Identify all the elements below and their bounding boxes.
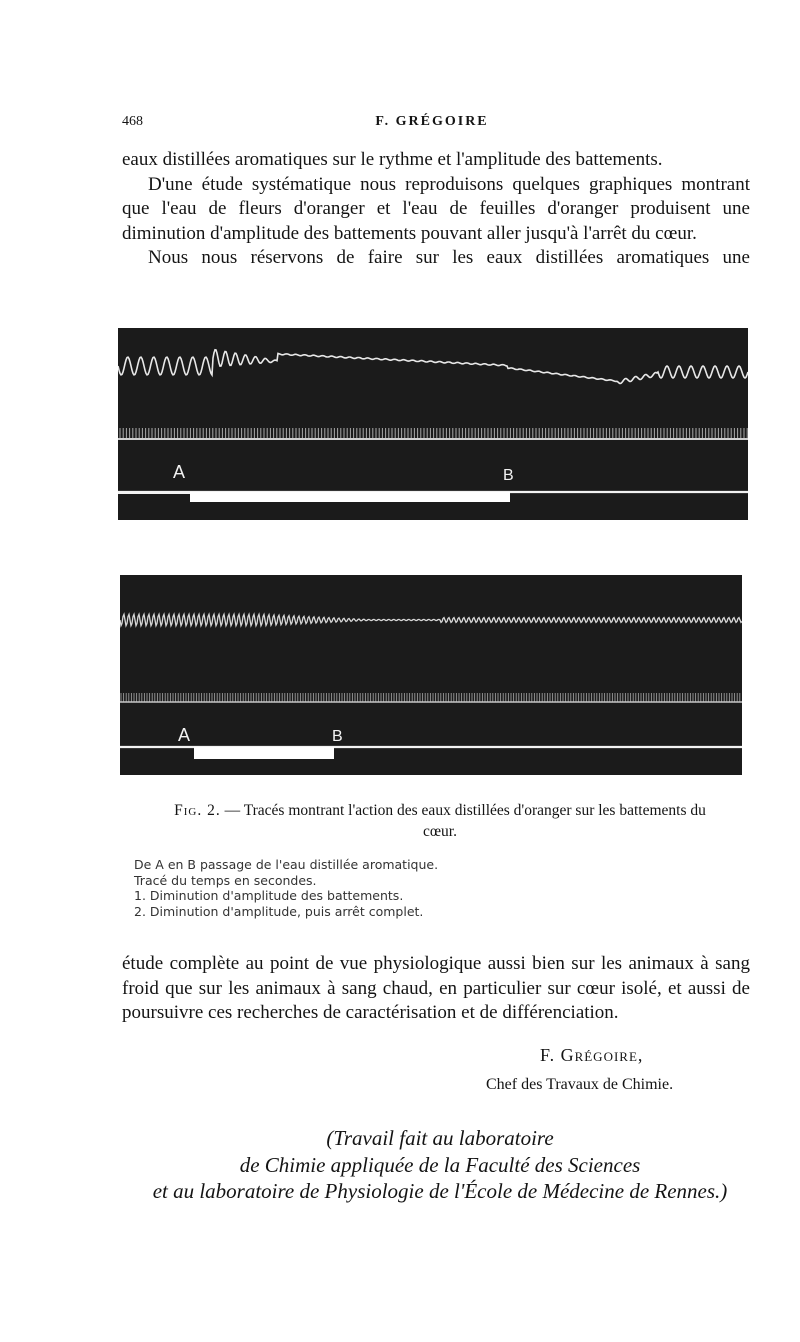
paragraph-reserve-start: Nous nous réservons de faire sur les eaux distillées aromatiques une: [148, 247, 750, 268]
signal-bar-1: [190, 492, 510, 502]
figure-legend: [134, 857, 438, 919]
signature-name: [540, 1045, 643, 1066]
figure-label: Fig. 2.: [174, 802, 221, 819]
figure-trace-2: [120, 575, 742, 775]
text-line-continuation: eaux distillées aromatiques sur le rythme et l'amplitude des battements.: [122, 149, 663, 170]
marker-a-2: A: [178, 725, 191, 745]
signal-bar-2: [194, 747, 334, 759]
legend-line-4: 2. Diminution d'amplitude, puis arrêt complet.: [134, 903, 424, 919]
bottom-text-block: [122, 952, 750, 1026]
figure-caption: [160, 800, 720, 842]
running-head-author: F. GRÉGOIRE: [375, 114, 489, 129]
marker-b-1: B: [503, 467, 514, 484]
affiliation-line-2: de Chimie appliquée de la Faculté des Sciences: [239, 1152, 641, 1177]
trace-1-svg: [118, 328, 748, 520]
top-text-block: [122, 148, 750, 271]
affiliation-line-3: et au laboratoire de Physiologie de l'École de Médecine de Rennes.): [152, 1179, 728, 1203]
paragraph-study: étude complète au point de vue physiologique aussi bien sur les animaux à sang froid que sur les animaux à sang chaud, en particulier sur cœur isolé, et aussi de poursuivre ces recherches de caractérisation et de différenciation.: [122, 953, 750, 1023]
signature-title: Chef des Travaux de Chimie.: [486, 1076, 674, 1093]
running-header: [122, 114, 742, 136]
caption-text: — Tracés montrant l'action des eaux distillées d'oranger sur les battements du cœur.: [224, 802, 706, 840]
marker-a-1: A: [173, 462, 186, 482]
affiliation-block: [120, 1125, 760, 1205]
legend-line-3: 1. Diminution d'amplitude des battements.: [134, 888, 404, 903]
paragraph-graphs: D'une étude systématique nous reproduisons quelques graphiques montrant que l'eau de fleurs d'oranger et l'eau de feuilles d'oranger produisent une diminution d'amplitude des battements pouvant aller jusqu'à l'arrêt du cœur.: [122, 173, 750, 244]
trace-2-svg: [120, 575, 742, 775]
author-signature: F. Grégoire,: [540, 1045, 644, 1065]
legend-line-2: Tracé du temps en secondes.: [134, 872, 317, 888]
figure-trace-1: [118, 328, 748, 520]
page-number: 468: [122, 114, 143, 129]
legend-line-1: De A en B passage de l'eau distillée aromatique.: [134, 857, 439, 872]
marker-b-2: B: [332, 728, 343, 745]
affiliation-line-1: (Travail fait au laboratoire: [326, 1126, 554, 1150]
